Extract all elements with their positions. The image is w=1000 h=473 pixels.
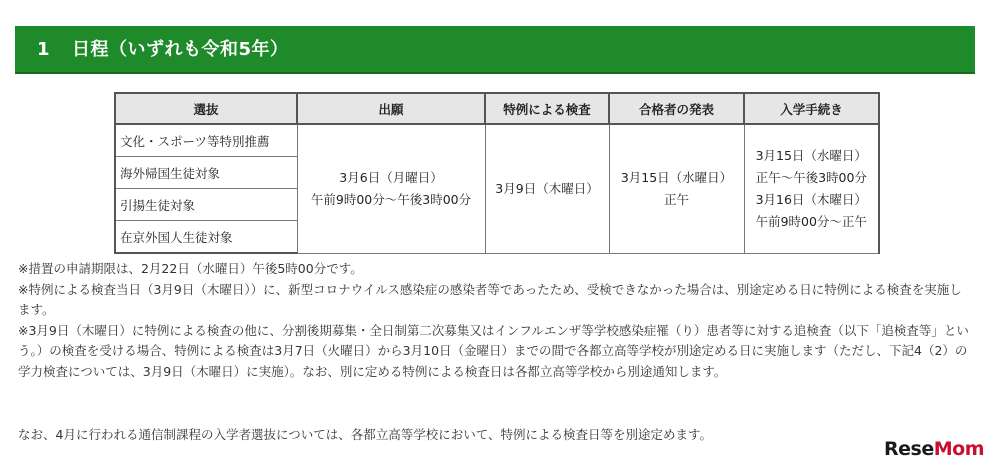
table-header-row — [115, 93, 879, 124]
announcement-cell — [609, 124, 744, 253]
section-title: 日程（いずれも令和5年） — [72, 39, 289, 60]
application-time: 午前9時00分～午後3時00分 — [310, 191, 472, 207]
final-note: なお、4月に行われる通信制課程の入学者選抜については、各都立高等学校において、特例による検査日等を別途定めます。 — [18, 427, 712, 442]
notes-block — [18, 259, 973, 382]
enrollment-cell — [744, 124, 879, 253]
header-application: 出願 — [297, 93, 485, 124]
enrollment-time-1: 正午～午後3時00分 — [755, 169, 867, 185]
header-special-exam: 特例による検査 — [485, 93, 609, 124]
selection-cell: 海外帰国生徒対象 — [115, 157, 297, 189]
announcement-date: 3月15日（水曜日） — [620, 169, 733, 185]
application-cell — [297, 124, 485, 253]
resemom-logo: ReseMom — [884, 438, 984, 460]
enrollment-date-1: 3月15日（水曜日） — [755, 147, 867, 163]
schedule-table — [114, 92, 880, 254]
selection-cell: 在京外国人生徒対象 — [115, 221, 297, 254]
note-covid-retest: ※特例による検査当日（3月9日（木曜日））に、新型コロナウイルス感染症の感染者等であったため、受検できなかった場合は、別途定める日に特例による検査を実施します。 — [18, 281, 962, 317]
special-exam-date: 3月9日（木曜日） — [495, 180, 599, 196]
note-deadline: ※措置の申請期限は、2月22日（水曜日）午後5時00分です。 — [18, 261, 363, 276]
header-enrollment: 入学手続き — [744, 93, 879, 124]
selection-cell: 引揚生徒対象 — [115, 189, 297, 221]
header-announcement: 合格者の発表 — [609, 93, 744, 124]
special-exam-cell — [485, 124, 609, 253]
enrollment-date-2: 3月16日（木曜日） — [755, 191, 867, 207]
header-selection: 選抜 — [115, 93, 297, 124]
enrollment-time-2: 午前9時00分～正午 — [755, 213, 867, 229]
selection-cell: 文化・スポーツ等特別推薦 — [115, 124, 297, 157]
note-exam-schedule: ※3月9日（木曜日）に特例による検査の他に、分割後期募集・全日制第二次募集又はインフルエンザ等学校感染症罹（り）患者等に対する追検査（以下「追検査等」という。）の検査を受ける場合、特例による検査は3月7日（火曜日）から3月10日（金曜日）までの間で各都立高等学校が別途定める日に実施します（ただし、下記4（2）の学力検査については、3月9日（木曜日）に実施）。なお、別に定める特例による検査日は各都立高等学校から別途通知します。 — [18, 322, 969, 379]
application-date: 3月6日（月曜日） — [339, 169, 443, 185]
announcement-time: 正午 — [663, 191, 689, 207]
section-heading — [15, 26, 975, 74]
table-row — [115, 124, 879, 157]
section-number: 1 — [37, 39, 51, 60]
